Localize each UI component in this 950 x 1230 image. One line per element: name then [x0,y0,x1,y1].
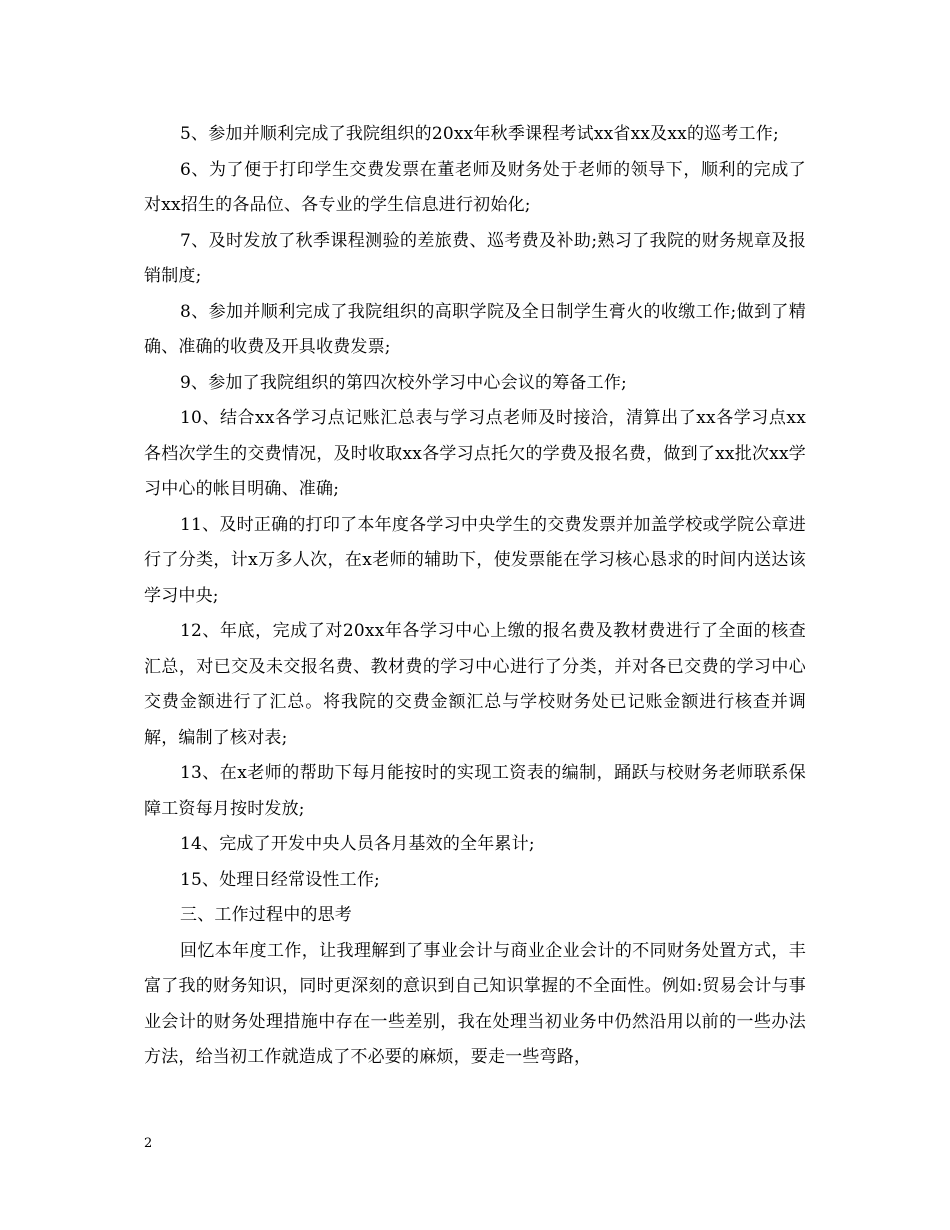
paragraph-reflection: 回忆本年度工作，让我理解到了事业会计与商业企业会计的不同财务处置方式，丰富了我的财务知识，同时更深刻的意识到自己知识掌握的不全面性。例如:贸易会计与事业会计的财务处理措施中存在一些差别，我在处理当初业务中仍然沿用以前的一些办法方法，给当初工作就造成了不必要的麻烦，要走一些弯路， [144,940,806,1067]
paragraph-item-8: 8、参加并顺利完成了我院组织的高职学院及全日制学生膏火的收缴工作;做到了精确、准确的收费及开具收费发票; [144,301,806,357]
paragraph-item-11: 11、及时正确的打印了本年度各学习中央学生的交费发票并加盖学校或学院公章进行了分类，计x万多人次，在x老师的辅助下，使发票能在学习核心恳求的时间内送达该学习中央; [144,514,806,606]
paragraph-item-13: 13、在x老师的帮助下每月能按时的实现工资表的编制，踊跃与校财务老师联系保障工资每月按时发放; [144,763,806,819]
paragraph-item-10: 10、结合xx各学习点记账汇总表与学习点老师及时接洽，清算出了xx各学习点xx各档次学生的交费情况，及时收取xx各学习点托欠的学费及报名费，做到了xx批次xx学习中心的帐目明确、准确; [144,408,806,499]
paragraph-item-7: 7、及时发放了秋季课程测验的差旅费、巡考费及补助;熟习了我院的财务规章及报销制度; [144,230,806,286]
paragraph-item-9: 9、参加了我院组织的第四次校外学习中心会议的筹备工作; [180,372,627,393]
paragraph-item-6: 6、为了便于打印学生交费发票在董老师及财务处于老师的领导下，顺利的完成了对xx招生的各品位、各专业的学生信息进行初始化; [144,159,806,215]
paragraph-item-14: 14、完成了开发中央人员各月基效的全年累计; [180,834,535,854]
section-heading-reflection: 三、工作过程中的思考 [180,905,352,925]
paragraph-item-5: 5、参加并顺利完成了我院组织的20xx年秋季课程考试xx省xx及xx的巡考工作; [180,124,779,144]
paragraph-item-12: 12、年底，完成了对20xx年各学习中心上缴的报名费及教材费进行了全面的核查汇总，对已交及未交报名费、教材费的学习中心进行了分类，并对各已交费的学习中心交费金额进行了汇总。将我院的交费金额汇总与学校财务处已记账金额进行核查并调解，编制了核对表; [144,621,806,748]
page-number: 2 [144,1136,153,1151]
document-body [144,117,806,1076]
paragraph-item-15: 15、处理日经常设性工作; [180,869,380,890]
